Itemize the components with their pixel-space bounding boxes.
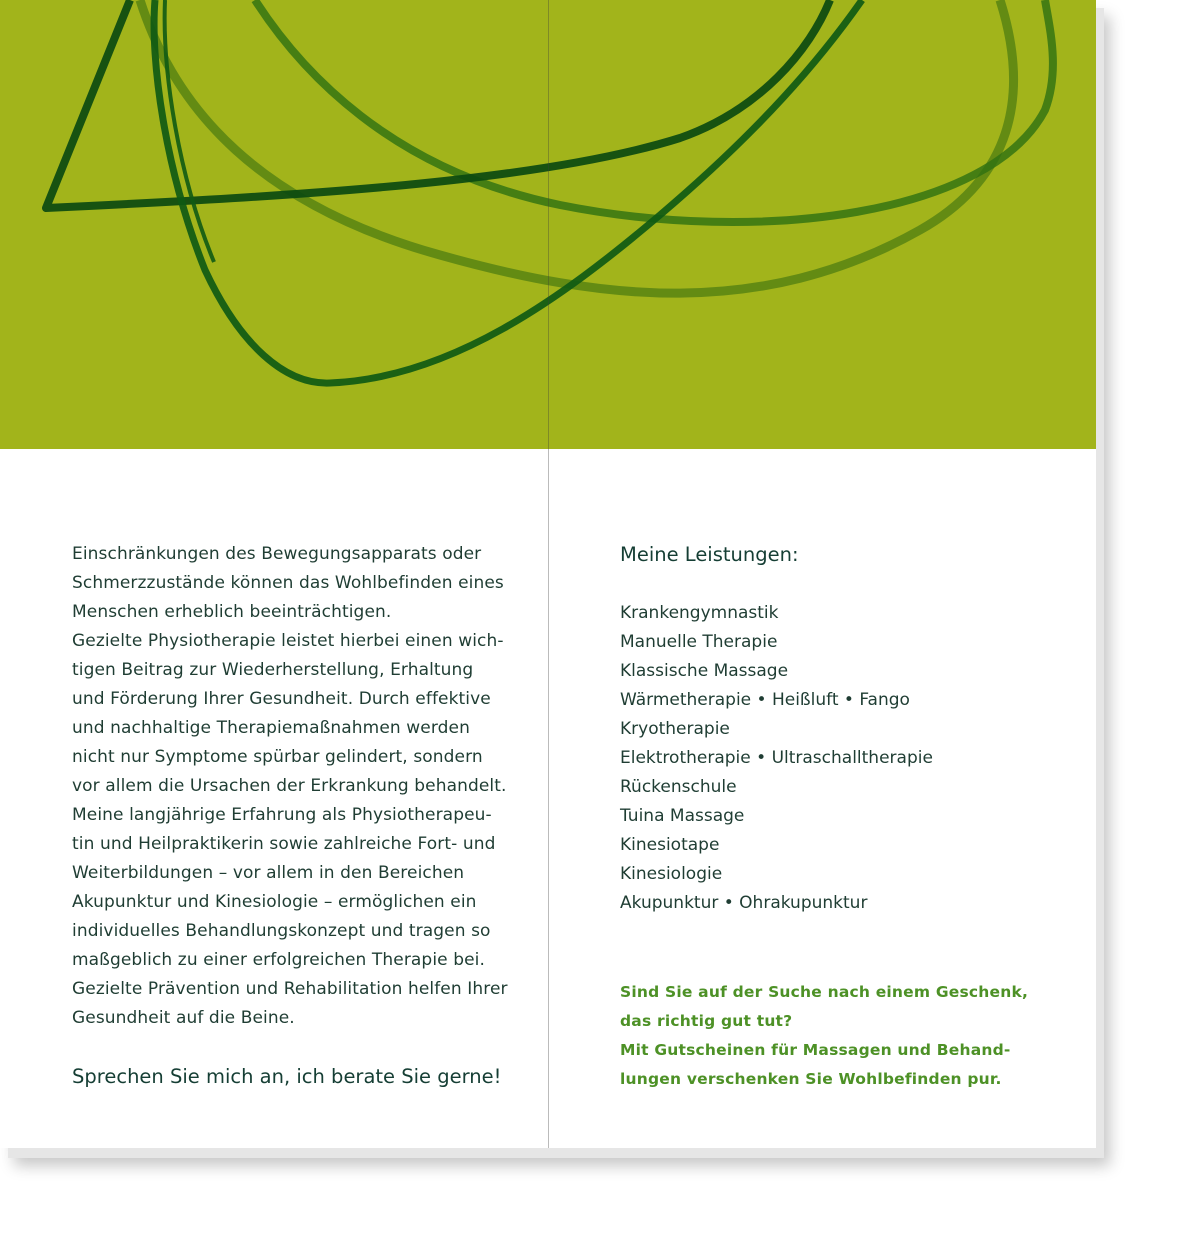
gift-voucher-note [620, 978, 1080, 1094]
services-list [620, 599, 1080, 918]
service-item: Klassische Massage [620, 661, 789, 681]
services-column [620, 540, 1080, 1094]
service-item: Tuina Massage [620, 806, 745, 826]
closing-statement: Sprechen Sie mich an, ich berate Sie gerne! [72, 1065, 502, 1088]
paragraph-line: Schmerzzustände können das Wohlbefinden eines [72, 573, 504, 593]
gift-line: das richtig gut tut? [620, 1012, 793, 1030]
gift-line: Mit Gutscheinen für Massagen und Behand- [620, 1041, 1011, 1059]
services-heading: Meine Leistungen: [620, 543, 799, 566]
service-item: Kryotherapie [620, 719, 730, 739]
paragraph-line: Menschen erheblich beeinträchtigen. [72, 602, 392, 622]
paragraph-line: Weiterbildungen – vor allem in den Bereichen [72, 863, 465, 883]
service-item: Wärmetherapie • Heißluft • Fango [620, 690, 910, 710]
swirl-loop-back [140, 0, 1014, 293]
paragraph-line: Akupunktur und Kinesiologie – ermöglichen ein [72, 892, 477, 912]
service-item: Kinesiotape [620, 835, 720, 855]
paragraph-line: Meine langjährige Erfahrung als Physiotherapeu- [72, 805, 492, 825]
service-item: Rückenschule [620, 777, 737, 797]
paragraph-line: Gezielte Physiotherapie leistet hierbei einen wich- [72, 631, 504, 651]
paragraph-line: Einschränkungen des Bewegungsapparats oder [72, 544, 482, 564]
gift-line: Sind Sie auf der Suche nach einem Geschenk, [620, 983, 1029, 1001]
fold-line [548, 0, 549, 1148]
paragraph-line: maßgeblich zu einer erfolgreichen Therapie bei. [72, 950, 485, 970]
gift-line: lungen verschenken Sie Wohlbefinden pur. [620, 1070, 1002, 1088]
paragraph-line: Gesundheit auf die Beine. [72, 1008, 295, 1028]
service-item: Manuelle Therapie [620, 632, 778, 652]
paragraph-line: vor allem die Ursachen der Erkrankung behandelt. [72, 776, 507, 796]
service-item: Kinesiologie [620, 864, 723, 884]
service-item: Akupunktur • Ohrakupunktur [620, 893, 868, 913]
paragraph-line: tin und Heilpraktikerin sowie zahlreiche Fort- und [72, 834, 496, 854]
service-item: Krankengymnastik [620, 603, 779, 623]
paragraph-line: individuelles Behandlungskonzept und tragen so [72, 921, 491, 941]
paragraph-line: und Förderung Ihrer Gesundheit. Durch effektive [72, 689, 491, 709]
intro-paragraph [72, 540, 542, 1033]
intro-column [72, 540, 542, 1091]
paragraph-line: nicht nur Symptome spürbar gelindert, sondern [72, 747, 483, 767]
paragraph-line: tigen Beitrag zur Wiederherstellung, Erhaltung [72, 660, 474, 680]
paragraph-line: Gezielte Prävention und Rehabilitation helfen Ihrer [72, 979, 508, 999]
paragraph-line: und nachhaltige Therapiemaßnahmen werden [72, 718, 470, 738]
service-item: Elektrotherapie • Ultraschalltherapie [620, 748, 933, 768]
